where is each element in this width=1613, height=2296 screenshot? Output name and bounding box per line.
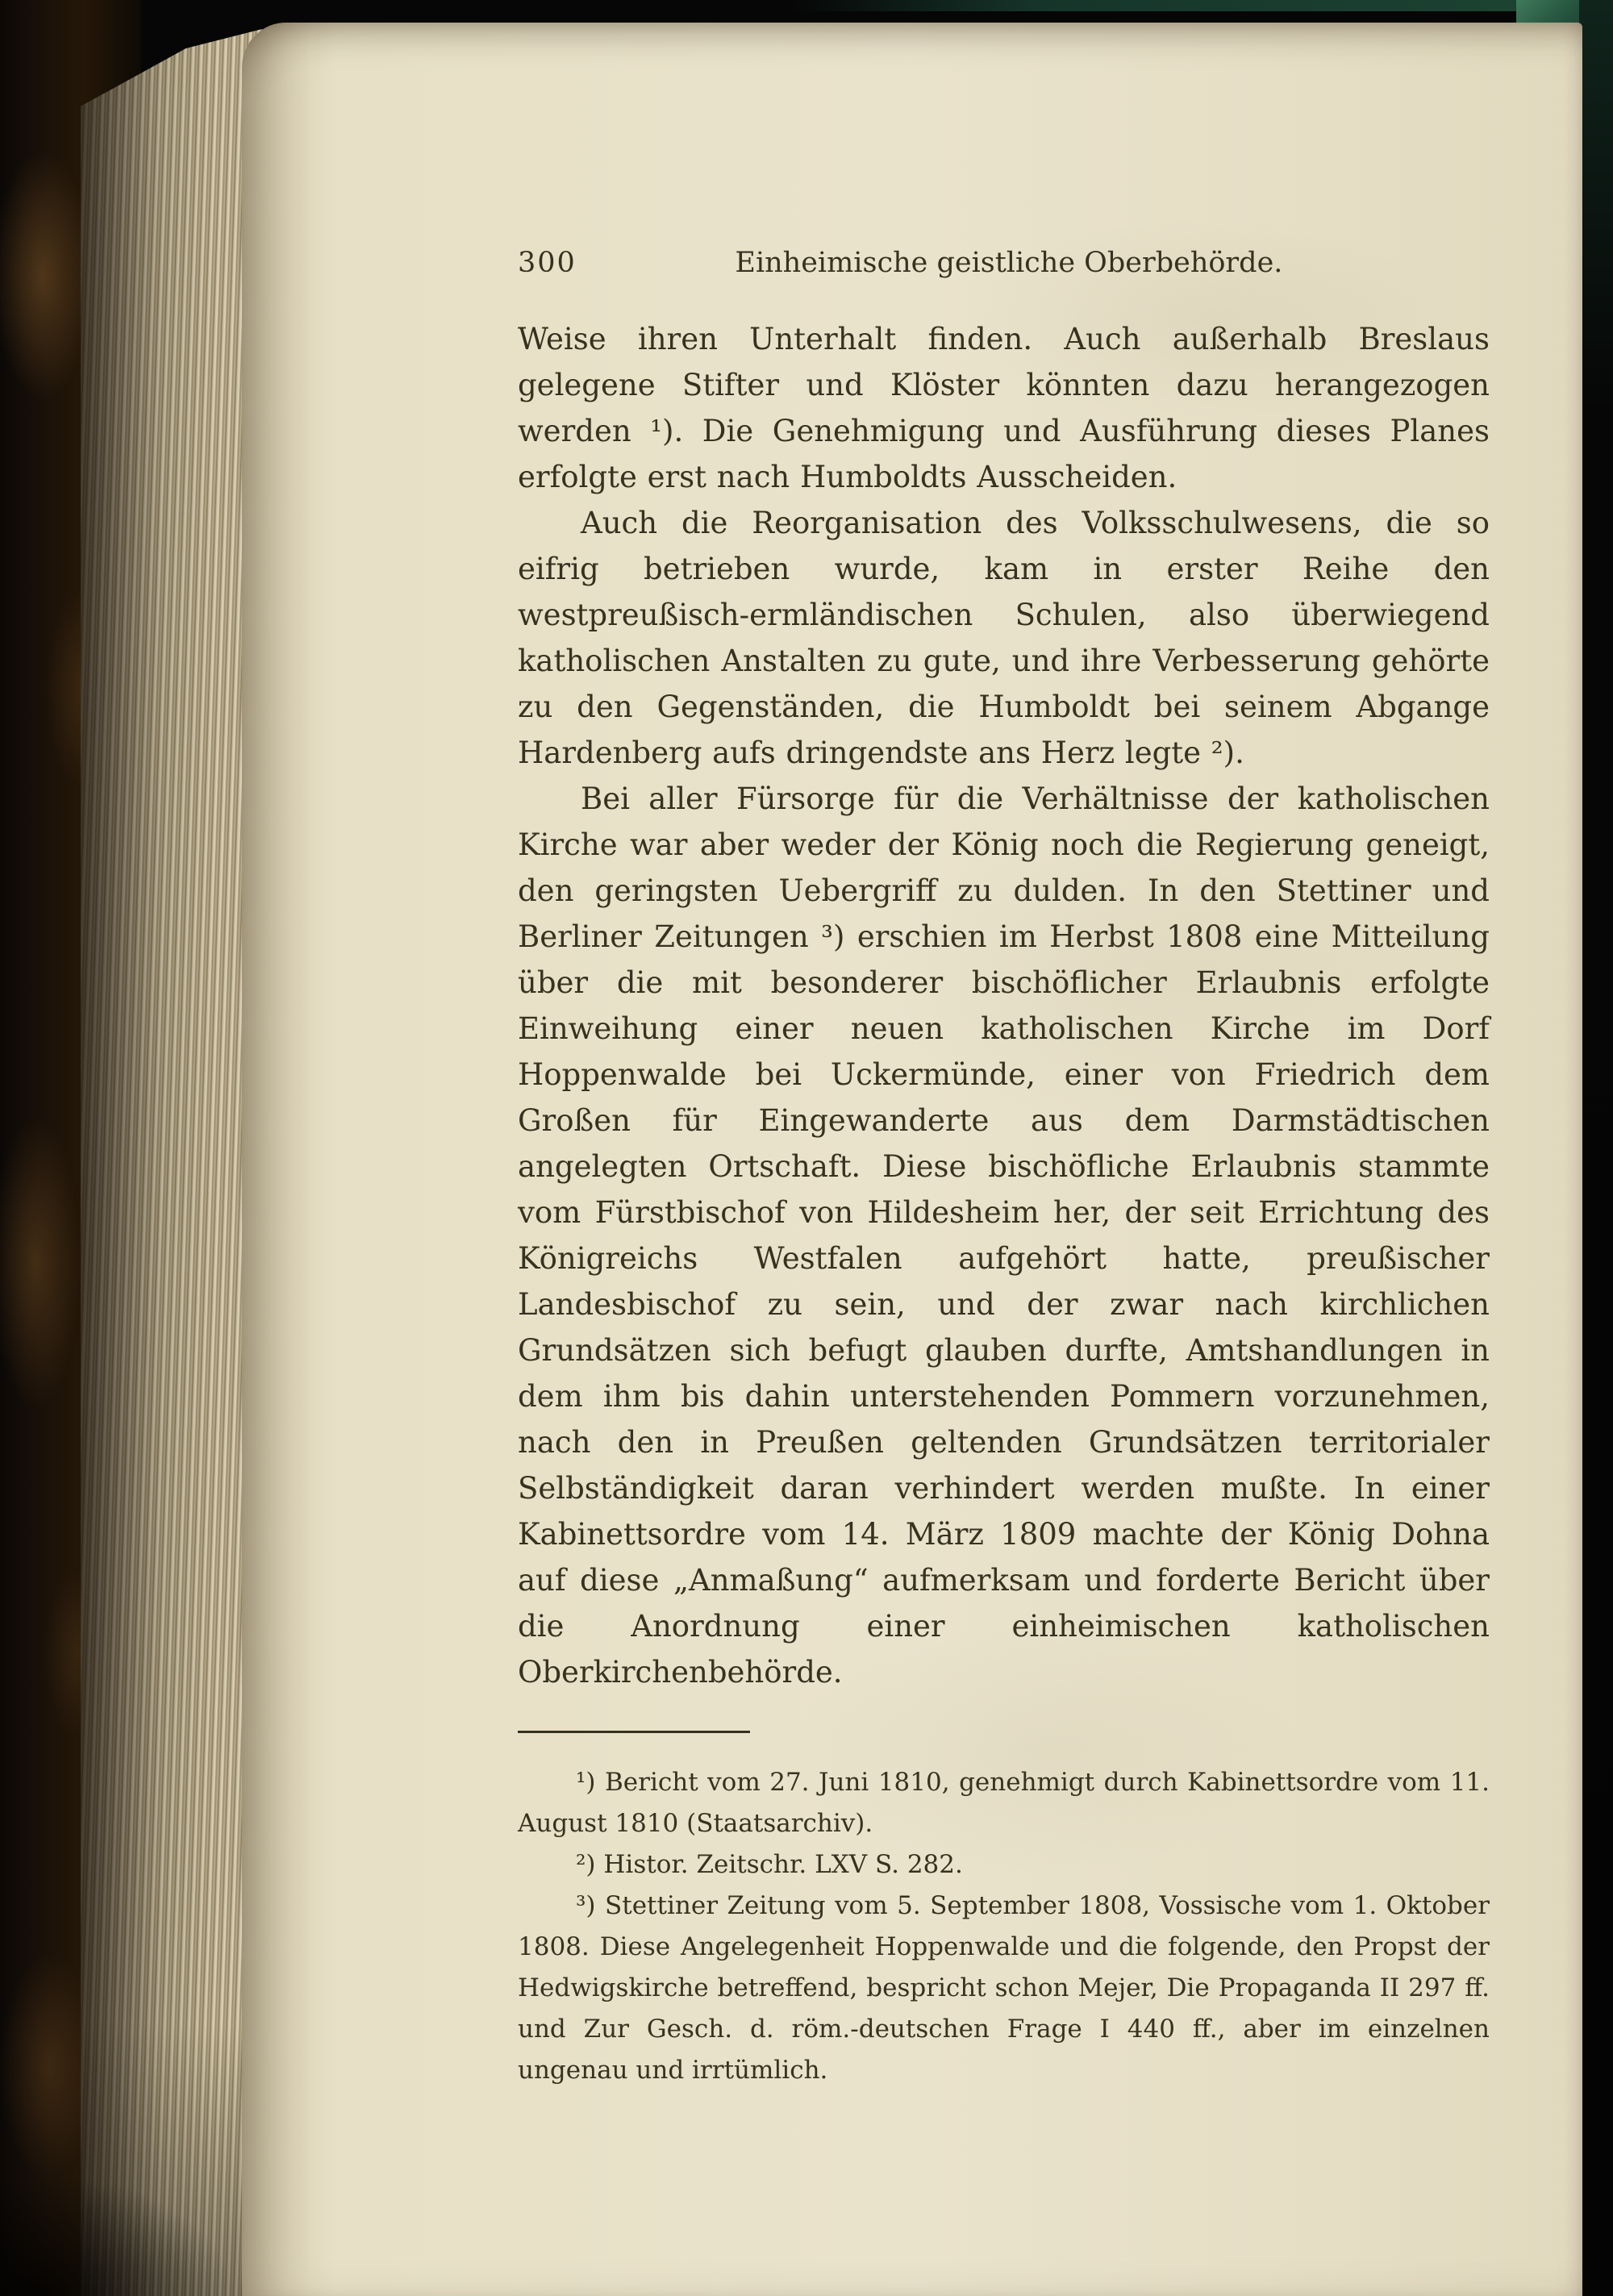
footnote-2: ²) Histor. Zeitschr. LXV S. 282. [576, 1850, 963, 1879]
body-text [518, 316, 1490, 1695]
running-header-title: Einheimische geistliche Oberbehörde. [735, 247, 1283, 279]
book-page [242, 23, 1582, 2296]
book-cover-top-edge [790, 0, 1613, 11]
footnotes [518, 1762, 1490, 2091]
paragraph: Bei aller Fürsorge für die Verhältnisse der katholischen Kirche war aber weder der König noch die Regierung geneigt, den geringsten Uebergriff zu dulden. In den Stettiner und Berliner Zeitungen ³) erschien im Herbst 1808 eine Mitteilung über die mit besonderer bischöflicher Erlaubnis erfolgte Einweihung einer neuen katholischen Kirche im Dorf Hoppenwalde bei Uckermünde, einer von Friedrich dem Großen für Eingewanderte aus dem Darmstädtischen angelegten Ortschaft. Diese bischöfliche Erlaubnis stammte vom Fürstbischof von Hildesheim her, der seit Errichtung des Königreichs Westfalen aufgehört hatte, preußischer Landesbischof zu sein, und der zwar nach kirchlichen Grundsätzen sich befugt glauben durfte, Amtshandlungen in dem ihm bis dahin unterstehenden Pommern vorzunehmen, nach den in Preußen geltenden Grundsätzen territorialer Selbständigkeit daran verhindert werden mußte. In einer Kabinettsordre vom 14. März 1809 machte der König Dohna auf diese „Anmaßung“ aufmerksam und forderte Bericht über die Anordnung einer einheimischen katholischen Oberkirchenbehörde. [518, 781, 1490, 1690]
footnote-separator-rule [518, 1731, 750, 1733]
page-number: 300 [518, 247, 577, 279]
page-edges-stack [81, 18, 262, 2296]
running-header [518, 247, 1490, 279]
footnote-1: ¹) Bericht vom 27. Juni 1810, genehmigt durch Kabinettsordre vom 11. August 1810 (Staatsarchiv). [518, 1768, 1490, 1838]
book-right-edge [1579, 0, 1613, 2296]
printed-text-block [518, 247, 1490, 2091]
paragraph-continuation: Weise ihren Unterhalt finden. Auch außerhalb Breslaus gelegene Stifter und Klöster könnten dazu herangezogen werden ¹). Die Genehmigung und Ausführung dieses Planes erfolgte erst nach Humboldts Ausscheiden. [518, 322, 1490, 494]
footnote-3: ³) Stettiner Zeitung vom 5. September 1808, Vossische vom 1. Oktober 1808. Diese Angelegenheit Hoppenwalde und die folgende, den Propst der Hedwigskirche betreffend, bespricht schon Mejer, Die Propaganda II 297 ff. und Zur Gesch. d. röm.-deutschen Frage I 440 ff., aber im einzelnen ungenau und irrtümlich. [518, 1891, 1490, 2085]
paragraph: Auch die Reorganisation des Volksschulwesens, die so eifrig betrieben wurde, kam in erster Reihe den westpreußisch-ermländischen Schulen, also überwiegend katholischen Anstalten zu gute, und ihre Verbesserung gehörte zu den Gegenständen, die Humboldt bei seinem Abgange Hardenberg aufs dringendste ans Herz legte ²). [518, 506, 1490, 770]
